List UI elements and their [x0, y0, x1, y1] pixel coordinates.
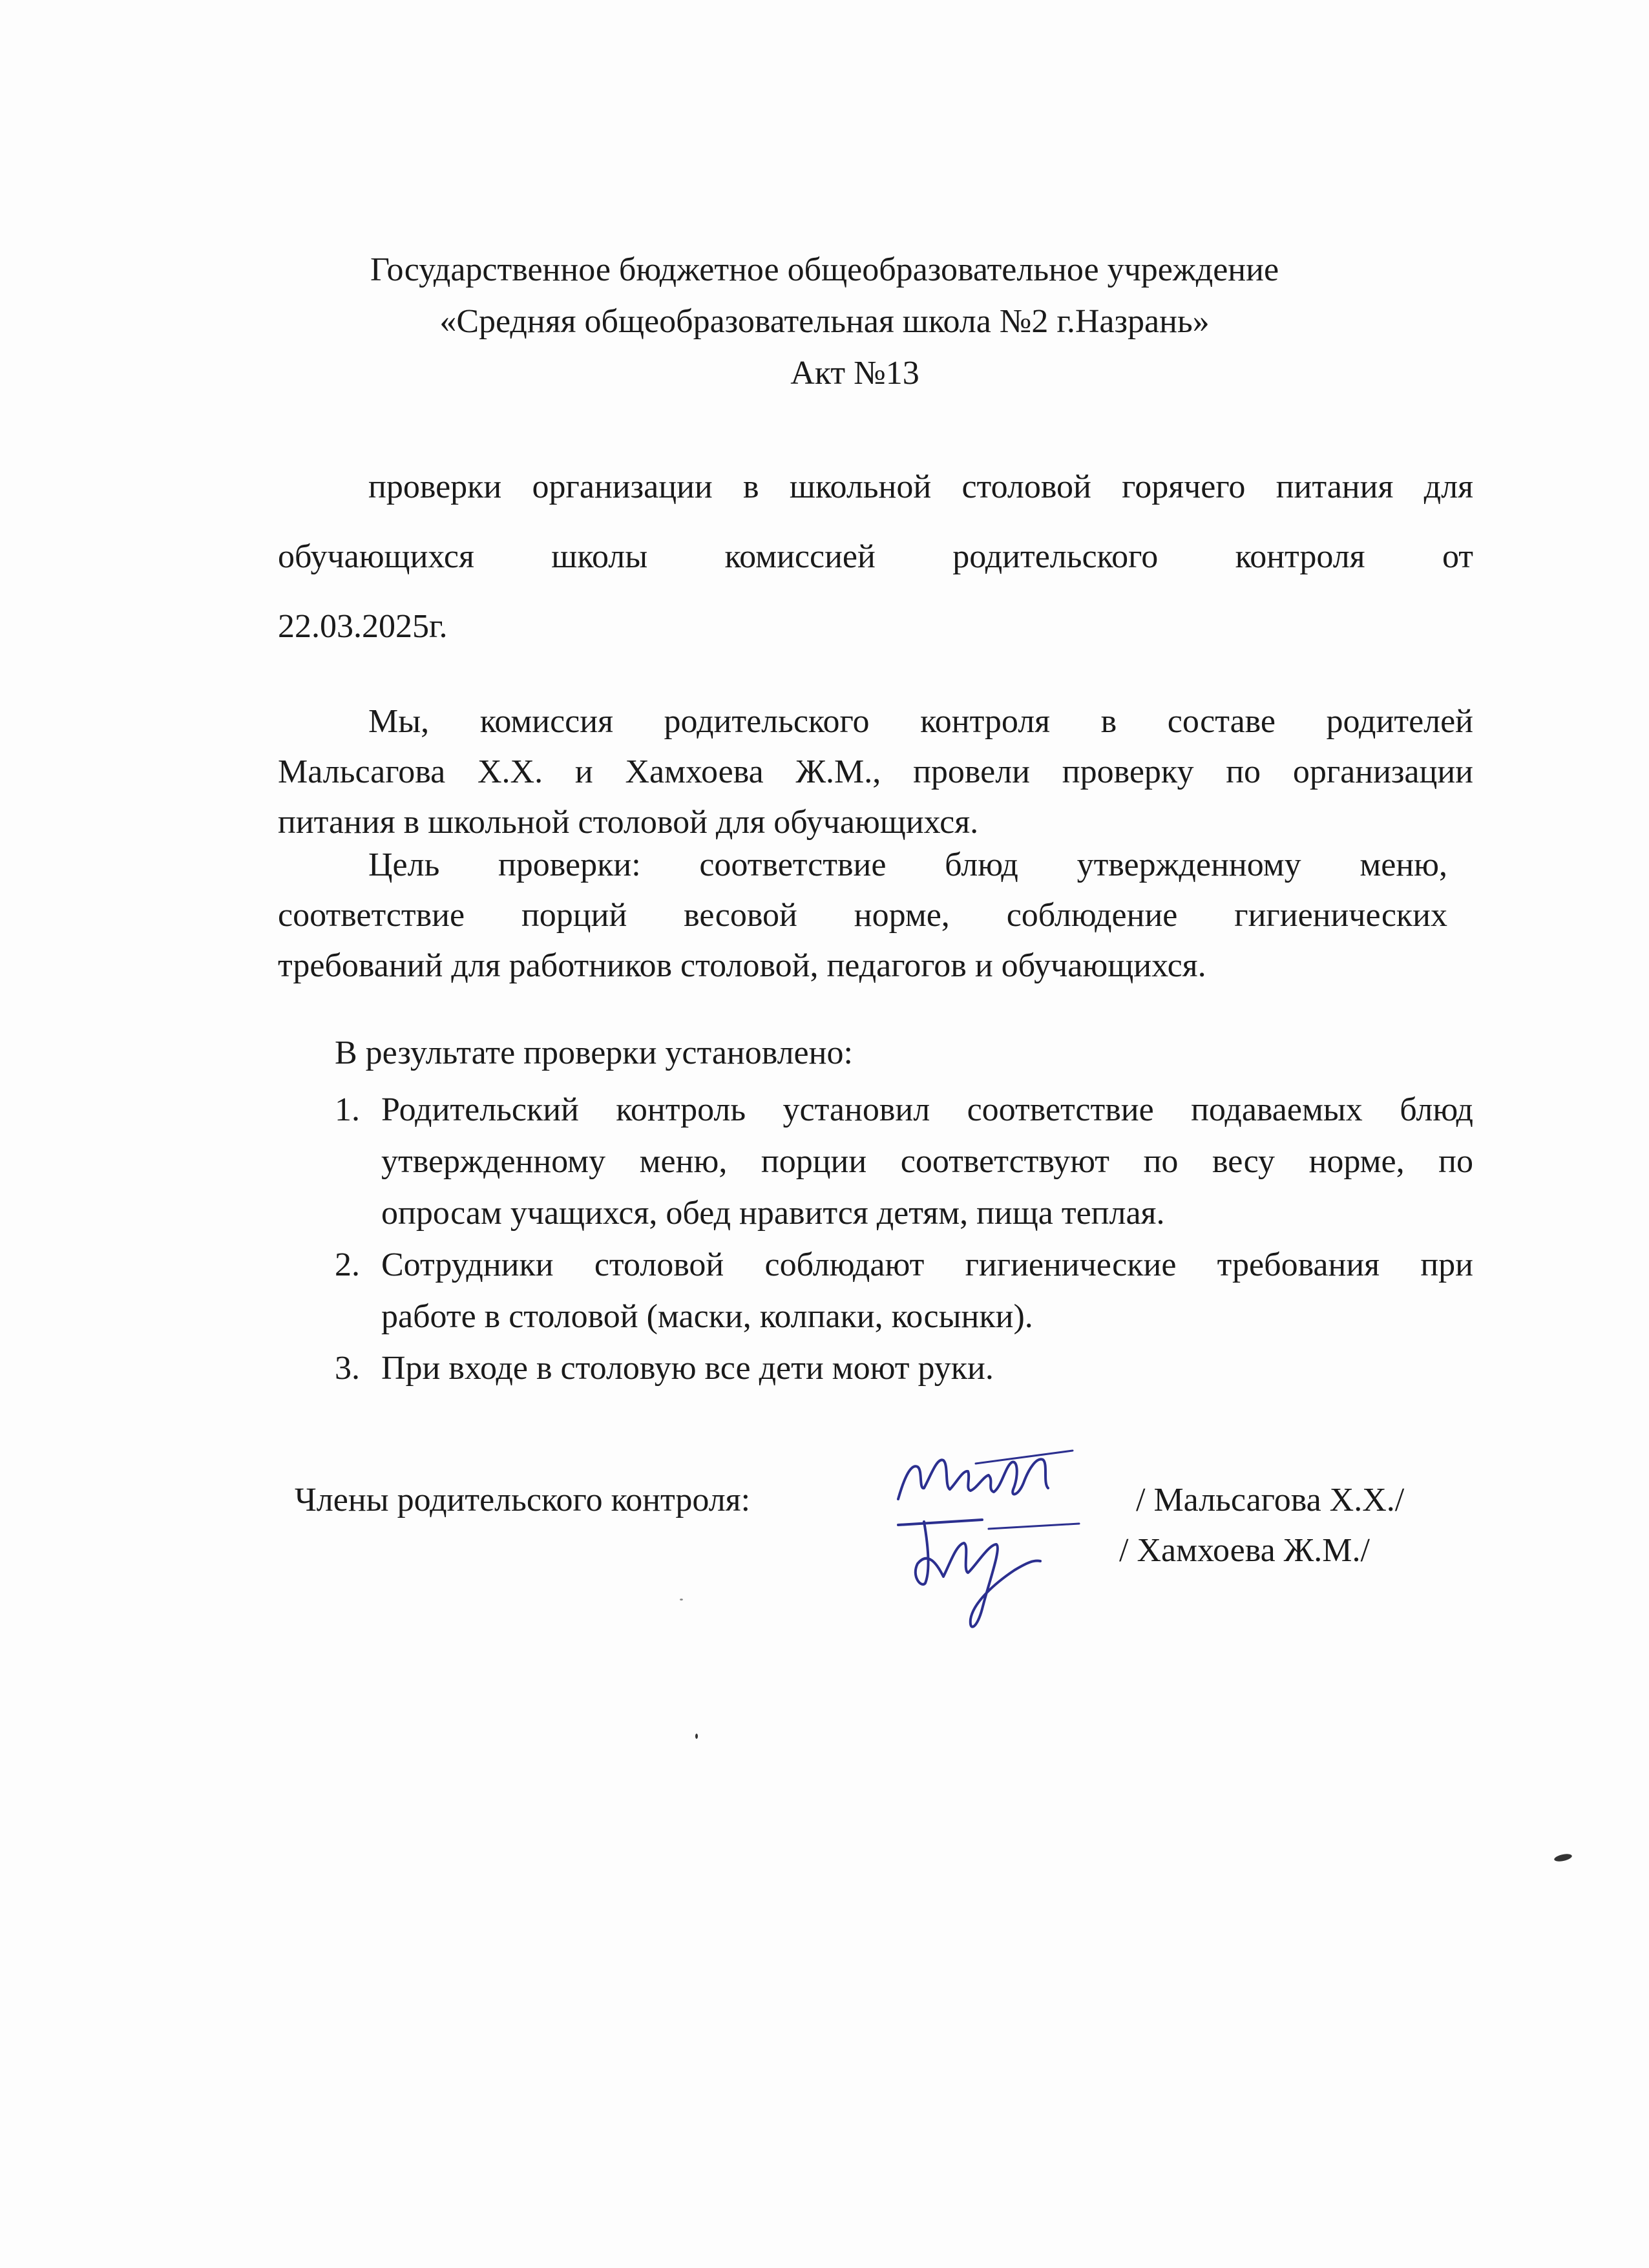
- signature-stroke: [898, 1520, 1040, 1627]
- scan-speck: [695, 1734, 698, 1739]
- signatures-label: Члены родительского контроля:: [295, 1482, 751, 1518]
- result-item-line: Родительский контроль установил соответствие подаваемых блюд: [381, 1091, 1473, 1128]
- result-item: [335, 1343, 1473, 1394]
- act-title: Акт №13: [790, 355, 919, 392]
- institution-name: Государственное бюджетное общеобразовательное учреждение: [370, 251, 1279, 288]
- scan-speck: [680, 1599, 683, 1601]
- result-item: [335, 1239, 1473, 1343]
- school-name: «Средняя общеобразовательная школа №2 г.Назрань»: [439, 303, 1210, 340]
- subject-line: 22.03.2025г.: [278, 608, 448, 645]
- results-intro: В результате проверки установлено:: [335, 1034, 853, 1071]
- result-item-line: утвержденному меню, порции соответствуют по весу норме, по: [381, 1143, 1473, 1180]
- commission-line: Мальсагова Х.Х. и Хамхоева Ж.М., провели проверку по организации: [278, 753, 1473, 790]
- purpose-paragraph: [278, 840, 1447, 991]
- commission-line: питания в школьной столовой для обучающихся.: [278, 804, 979, 841]
- result-item-number: 1.: [335, 1091, 360, 1128]
- signer-name: / Хамхоева Ж.М./: [1119, 1532, 1370, 1569]
- signature-stroke: [976, 1451, 1073, 1464]
- purpose-line: требований для работников столовой, педагогов и обучающихся.: [278, 947, 1206, 984]
- act-subject: [278, 452, 1473, 662]
- signer-name: / Мальсагова Х.Х./: [1136, 1482, 1405, 1518]
- result-item-line: работе в столовой (маски, колпаки, косынки).: [381, 1298, 1033, 1335]
- result-item-number: 2.: [335, 1246, 360, 1283]
- result-item-text: [381, 1084, 1473, 1239]
- result-item-number: 3.: [335, 1350, 360, 1387]
- signature-malsagova: [885, 1438, 1092, 1515]
- result-item-line: опросам учащихся, обед нравится детям, пища теплая.: [381, 1195, 1165, 1232]
- purpose-line: Цель проверки: соответствие блюд утвержденному меню,: [368, 846, 1447, 883]
- commission-paragraph: [278, 697, 1473, 848]
- scan-speck: [1553, 1853, 1572, 1863]
- signature-khamkhoeva: [892, 1506, 1098, 1635]
- subject-line: проверки организации в школьной столовой горячего питания для: [368, 468, 1473, 505]
- subject-line: обучающихся школы комиссией родительского контроля от: [278, 538, 1473, 575]
- result-item-line: Сотрудники столовой соблюдают гигиенические требования при: [381, 1246, 1473, 1283]
- result-item-text: [381, 1343, 1473, 1394]
- commission-line: Мы, комиссия родительского контроля в составе родителей: [368, 703, 1473, 740]
- purpose-line: соответствие порций весовой норме, соблюдение гигиенических: [278, 897, 1447, 934]
- result-item: [335, 1084, 1473, 1239]
- result-item-text: [381, 1239, 1473, 1343]
- signature-stroke: [989, 1524, 1079, 1529]
- signature-stroke: [898, 1459, 1048, 1499]
- result-item-line: При входе в столовую все дети моют руки.: [381, 1350, 994, 1387]
